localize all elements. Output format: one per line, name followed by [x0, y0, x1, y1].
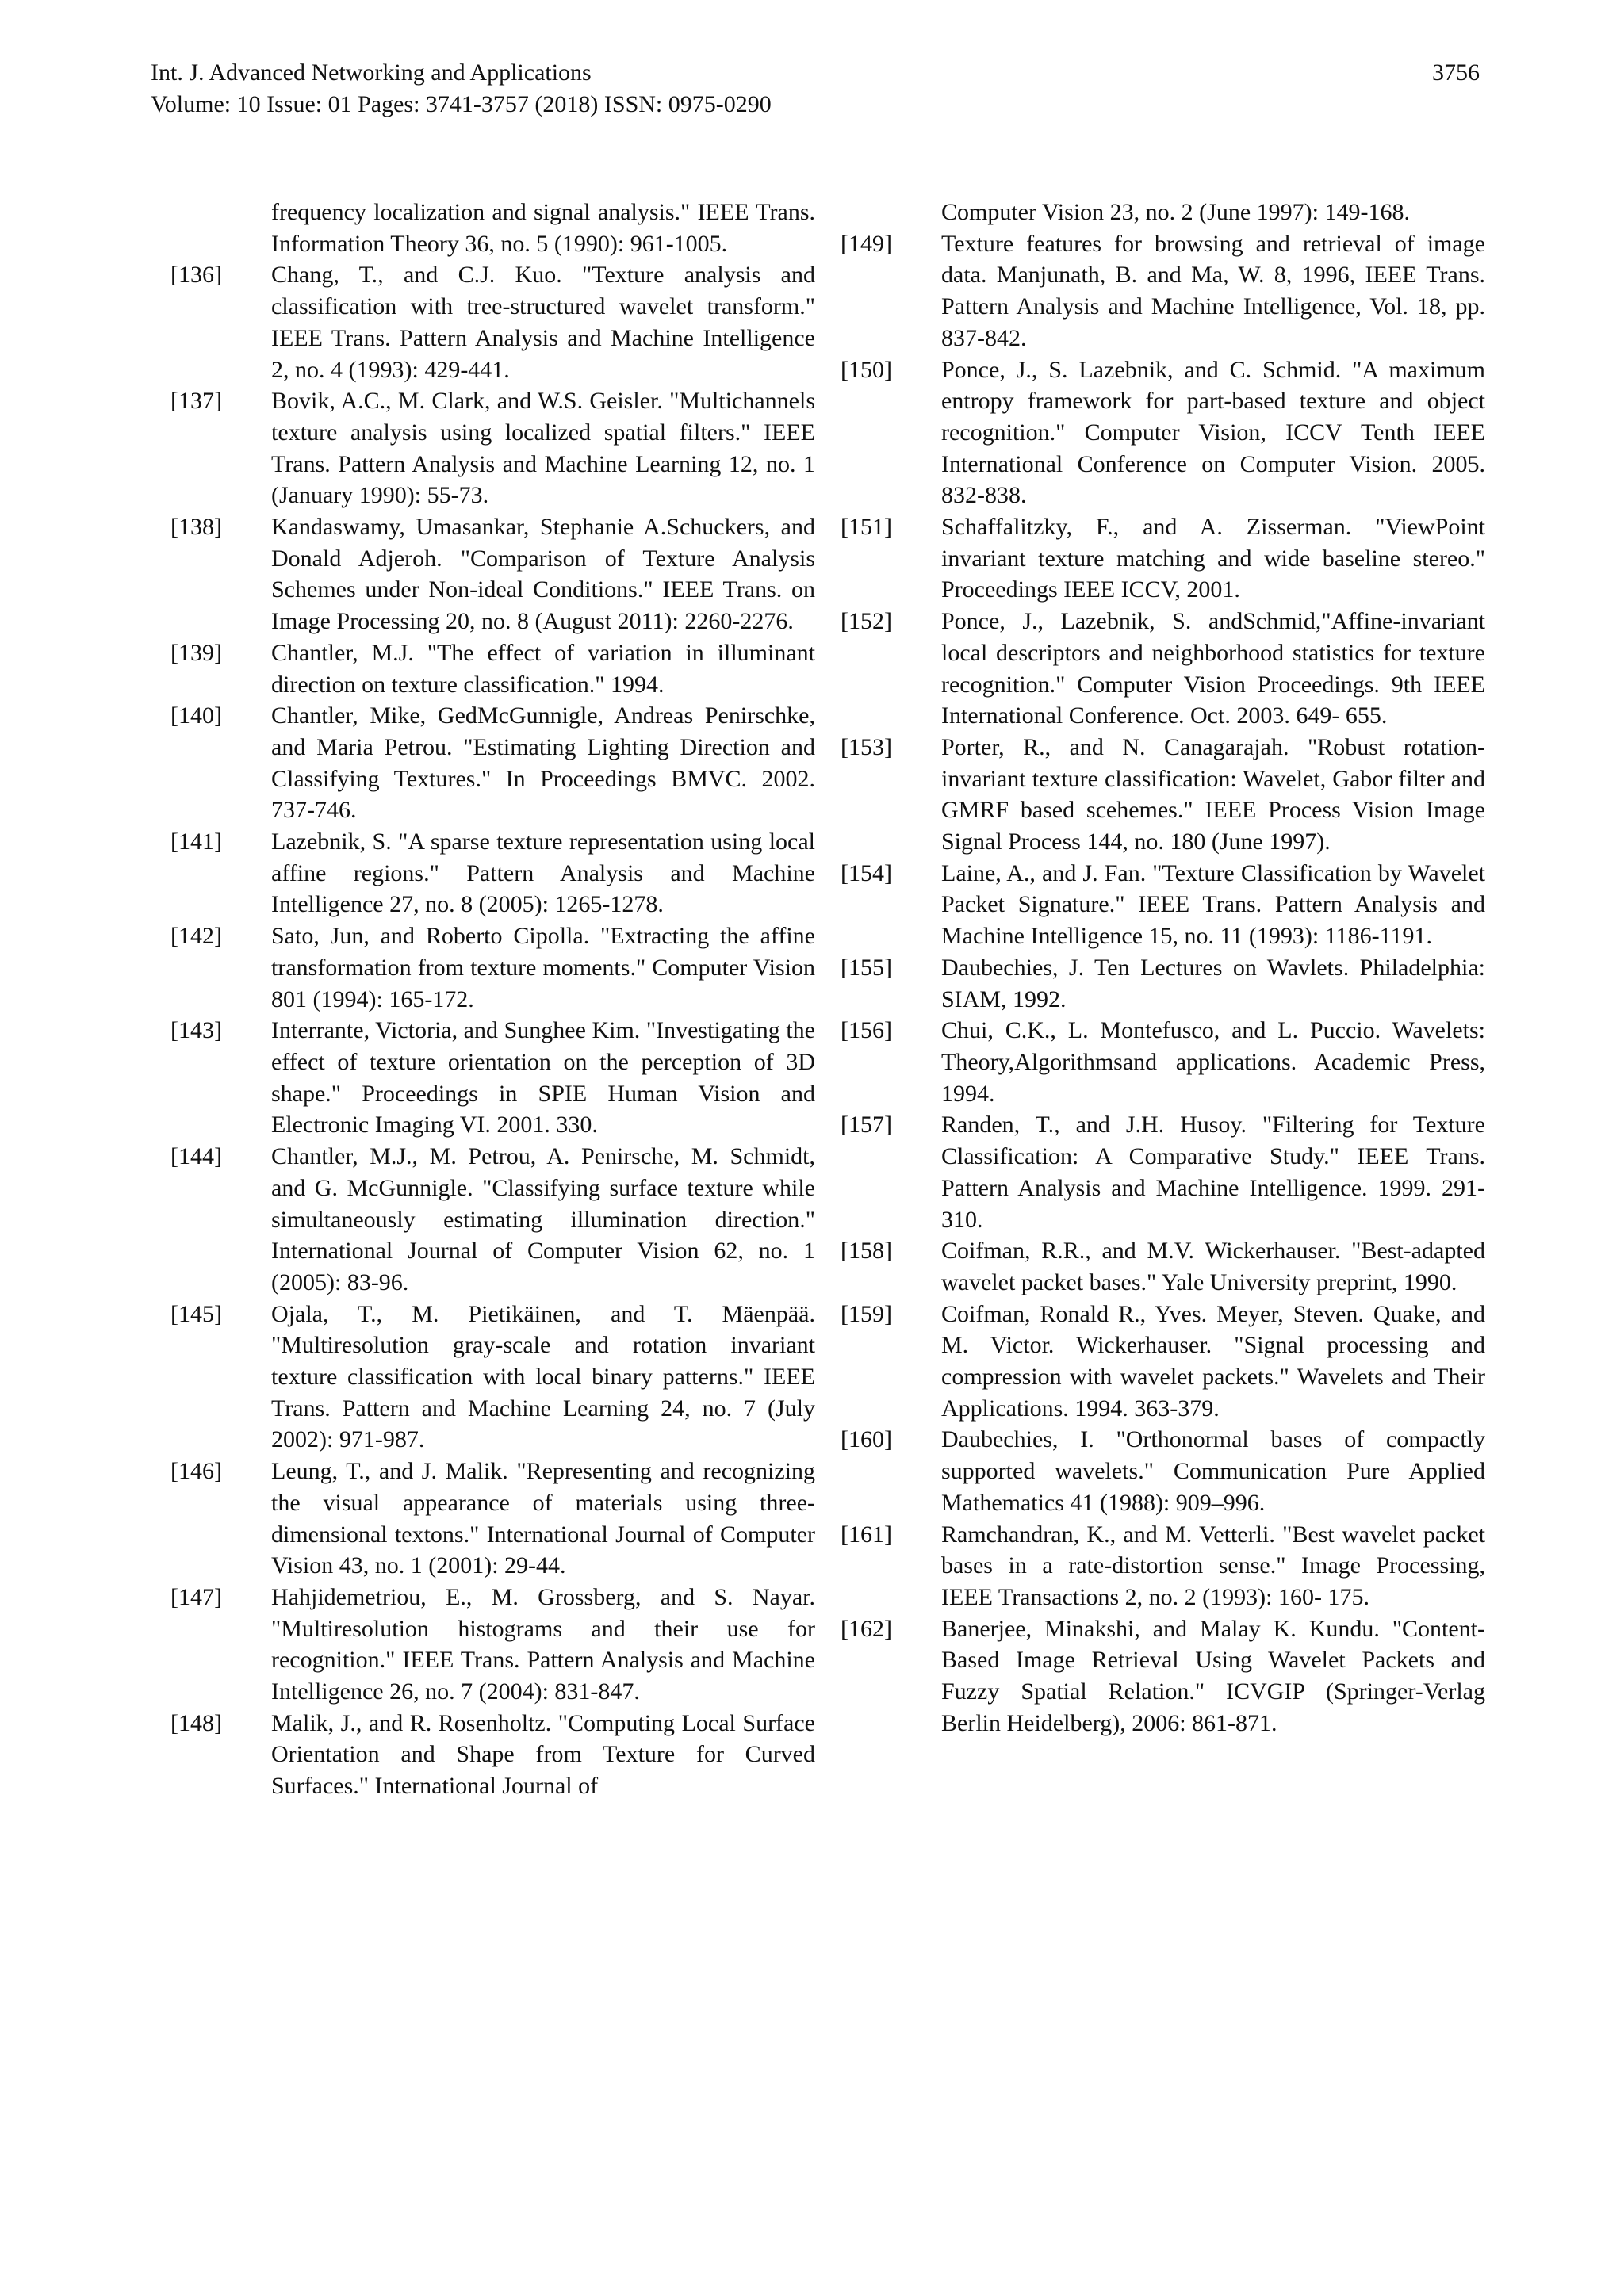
- reference-number: [154]: [841, 859, 892, 886]
- reference-entry: [821, 1299, 1485, 1425]
- reference-number: [142]: [170, 923, 222, 950]
- reference-text: Interrante, Victoria, and Sunghee Kim. "Investigating the effect of texture orientation on the perception of 3D shape." Proceedings in SPIE Human Vision and Electronic Imaging VI. 2001. 330.: [271, 1017, 815, 1138]
- header-top-row: [151, 57, 1480, 89]
- reference-text: Sato, Jun, and Roberto Cipolla. "Extracting the affine transformation from texture moments." Computer Vision 801 (1994): 165-172.: [271, 923, 815, 1012]
- reference-entry: [821, 1519, 1485, 1613]
- reference-entry: [151, 700, 815, 826]
- reference-text: Chang, T., and C.J. Kuo. "Texture analysis and classification with tree-structured wavelet transform." IEEE Trans. Pattern Analysis and Machine Intelligence 2, no. 4 (1993): 429-441.: [271, 262, 815, 383]
- reference-text: Texture features for browsing and retrieval of image data. Manjunath, B. and Ma, W. 8, 1996, IEEE Trans. Pattern Analysis and Machine Intelligence, Vol. 18, pp. 837-842.: [941, 230, 1485, 351]
- reference-text: Daubechies, J. Ten Lectures on Wavlets. Philadelphia: SIAM, 1992.: [941, 954, 1485, 1012]
- reference-entry: [151, 1456, 815, 1582]
- reference-number: [147]: [170, 1583, 222, 1610]
- reference-number: [160]: [841, 1426, 892, 1453]
- reference-number: [148]: [170, 1709, 222, 1736]
- reference-entry: [821, 858, 1485, 952]
- reference-text: Chantler, M.J. "The effect of variation in illuminant direction on texture classification." 1994.: [271, 639, 815, 698]
- reference-number: [158]: [841, 1238, 892, 1265]
- reference-number: [155]: [841, 954, 892, 981]
- reference-number: [141]: [170, 828, 222, 855]
- reference-entry: [821, 1235, 1485, 1298]
- reference-number: [149]: [841, 230, 892, 257]
- reference-text: Ponce, J., Lazebnik, S. andSchmid,"Affine-invariant local descriptors and neighborhood statistics for texture recognition." Computer Vision Proceedings. 9th IEEE International Conference. Oct. 2003. 649- 655.: [941, 608, 1485, 729]
- reference-text: Coifman, R.R., and M.V. Wickerhauser. "Best-adapted wavelet packet bases." Yale University preprint, 1990.: [941, 1238, 1485, 1295]
- reference-text: Daubechies, I. "Orthonormal bases of compactly supported wavelets." Communication Pure Applied Mathematics 41 (1988): 909–996.: [941, 1426, 1485, 1516]
- reference-text: Banerjee, Minakshi, and Malay K. Kundu. "Content-Based Image Retrieval Using Wavelet Packets and Fuzzy Spatial Relation." ICVGIP (Springer-Verlag Berlin Heidelberg), 2006: 861-871.: [941, 1615, 1485, 1736]
- reference-number: [159]: [841, 1300, 892, 1327]
- reference-entry: [151, 1708, 815, 1802]
- header-volume-row: [151, 89, 1480, 121]
- reference-number: [153]: [841, 733, 892, 760]
- reference-entry: [151, 511, 815, 637]
- reference-text: Computer Vision 23, no. 2 (June 1997): 149-168.: [941, 199, 1410, 225]
- reference-number: [162]: [841, 1615, 892, 1642]
- page-header: [151, 57, 1480, 121]
- reference-text: Chantler, M.J., M. Petrou, A. Penirsche, M. Schmidt, and G. McGunnigle. "Classifying surface texture while simultaneously estimating illumination direction." International Journal of Computer Vision 62, no. 1 (2005): 83-96.: [271, 1143, 815, 1295]
- reference-entry: [821, 1015, 1485, 1109]
- reference-entry: [821, 732, 1485, 858]
- reference-number: [144]: [170, 1143, 222, 1170]
- reference-number: [146]: [170, 1458, 222, 1485]
- reference-number: [145]: [170, 1300, 222, 1327]
- reference-number: [152]: [841, 608, 892, 635]
- reference-text: Coifman, Ronald R., Yves. Meyer, Steven. Quake, and M. Victor. Wickerhauser. "Signal processing and compression with wavelet packets." Wavelets and Their Applications. 1994. 363-379.: [941, 1300, 1485, 1422]
- reference-continuation: [821, 197, 1485, 228]
- left-reference-column: [151, 197, 815, 1802]
- reference-entry: [151, 1015, 815, 1141]
- reference-entry: [151, 385, 815, 511]
- reference-text: Chui, C.K., L. Montefusco, and L. Puccio. Wavelets: Theory,Algorithmsand applications. Academic Press, 1994.: [941, 1017, 1485, 1107]
- reference-entry: [151, 1582, 815, 1708]
- reference-text: Ponce, J., S. Lazebnik, and C. Schmid. "A maximum entropy framework for part-based texture and object recognition." Computer Vision, ICCV Tenth IEEE International Conference on Computer Vision. 2005. 832-838.: [941, 356, 1485, 509]
- reference-text: Chantler, Mike, GedMcGunnigle, Andreas Penirschke, and Maria Petrou. "Estimating Lighting Direction and Classifying Textures." In Proceedings BMVC. 2002. 737-746.: [271, 702, 815, 824]
- reference-text: Porter, R., and N. Canagarajah. "Robust rotation-invariant texture classification: Wavelet, Gabor filter and GMRF based scehemes." IEEE Process Vision Image Signal Process 144, no. 180 (June 1997).: [941, 733, 1485, 855]
- reference-number: [143]: [170, 1017, 222, 1044]
- reference-entry: [821, 1424, 1485, 1518]
- reference-number: [150]: [841, 356, 892, 383]
- reference-text: frequency localization and signal analysis." IEEE Trans. Information Theory 36, no. 5 (1990): 961-1005.: [271, 199, 815, 257]
- reference-number: [139]: [170, 639, 222, 666]
- reference-number: [140]: [170, 702, 222, 729]
- page-number: 3756: [1432, 59, 1480, 86]
- reference-entry: [821, 511, 1485, 606]
- right-reference-column: [821, 197, 1485, 1739]
- reference-text: Hahjidemetriou, E., M. Grossberg, and S. Nayar. "Multiresolution histograms and their use for recognition." IEEE Trans. Pattern Analysis and Machine Intelligence 26, no. 7 (2004): 831-847.: [271, 1583, 815, 1705]
- reference-entry: [151, 637, 815, 700]
- reference-entry: [821, 1109, 1485, 1235]
- reference-entry: [151, 1299, 815, 1456]
- reference-number: [157]: [841, 1112, 892, 1138]
- reference-entry: [821, 606, 1485, 732]
- reference-text: Ramchandran, K., and M. Vetterli. "Best wavelet packet bases in a rate-distortion sense." Image Processing, IEEE Transactions 2, no. 2 (1993): 160- 175.: [941, 1521, 1485, 1610]
- reference-number: [151]: [841, 514, 892, 541]
- reference-text: Kandaswamy, Umasankar, Stephanie A.Schuckers, and Donald Adjeroh. "Comparison of Texture Analysis Schemes under Non-ideal Conditions." IEEE Trans. on Image Processing 20, no. 8 (August 2011): 2260-2276.: [271, 514, 815, 635]
- volume-info: Volume: 10 Issue: 01 Pages: 3741-3757 (2018) ISSN: 0975-0290: [151, 91, 772, 117]
- reference-entry: [821, 952, 1485, 1015]
- reference-number: [138]: [170, 514, 222, 541]
- reference-number: [161]: [841, 1521, 892, 1548]
- reference-text: Schaffalitzky, F., and A. Zisserman. "ViewPoint invariant texture matching and wide baseline stereo." Proceedings IEEE ICCV, 2001.: [941, 514, 1485, 603]
- reference-number: [136]: [170, 262, 222, 289]
- journal-name: Int. J. Advanced Networking and Applications: [151, 59, 592, 86]
- reference-text: Lazebnik, S. "A sparse texture representation using local affine regions." Pattern Analysis and Machine Intelligence 27, no. 8 (2005): 1265-1278.: [271, 828, 815, 918]
- reference-entry: [821, 1613, 1485, 1739]
- reference-number: [137]: [170, 388, 222, 415]
- reference-continuation: [151, 197, 815, 259]
- reference-entry: [151, 826, 815, 920]
- reference-entry: [151, 1141, 815, 1299]
- reference-entry: [151, 259, 815, 385]
- reference-text: Leung, T., and J. Malik. "Representing and recognizing the visual appearance of materials using three-dimensional textons." International Journal of Computer Vision 43, no. 1 (2001): 29-44.: [271, 1458, 815, 1579]
- reference-entry: [151, 920, 815, 1015]
- reference-text: Malik, J., and R. Rosenholtz. "Computing Local Surface Orientation and Shape from Texture for Curved Surfaces." International Journal of: [271, 1709, 815, 1800]
- reference-entry: [821, 228, 1485, 354]
- reference-text: Randen, T., and J.H. Husoy. "Filtering for Texture Classification: A Comparative Study." IEEE Trans. Pattern Analysis and Machine Intelligence. 1999. 291-310.: [941, 1112, 1485, 1233]
- reference-number: [156]: [841, 1017, 892, 1044]
- reference-text: Ojala, T., M. Pietikäinen, and T. Mäenpää. "Multiresolution gray-scale and rotation invariant texture classification with local binary patterns." IEEE Trans. Pattern and Machine Learning 24, no. 7 (July 2002): 971-987.: [271, 1300, 815, 1453]
- reference-text: Laine, A., and J. Fan. "Texture Classification by Wavelet Packet Signature." IEEE Trans. Pattern Analysis and Machine Intelligence 15, no. 11 (1993): 1186-1191.: [941, 859, 1485, 950]
- reference-entry: [821, 354, 1485, 512]
- reference-text: Bovik, A.C., M. Clark, and W.S. Geisler. "Multichannels texture analysis using localized spatial filters." IEEE Trans. Pattern Analysis and Machine Learning 12, no. 1 (January 1990): 55-73.: [271, 388, 815, 509]
